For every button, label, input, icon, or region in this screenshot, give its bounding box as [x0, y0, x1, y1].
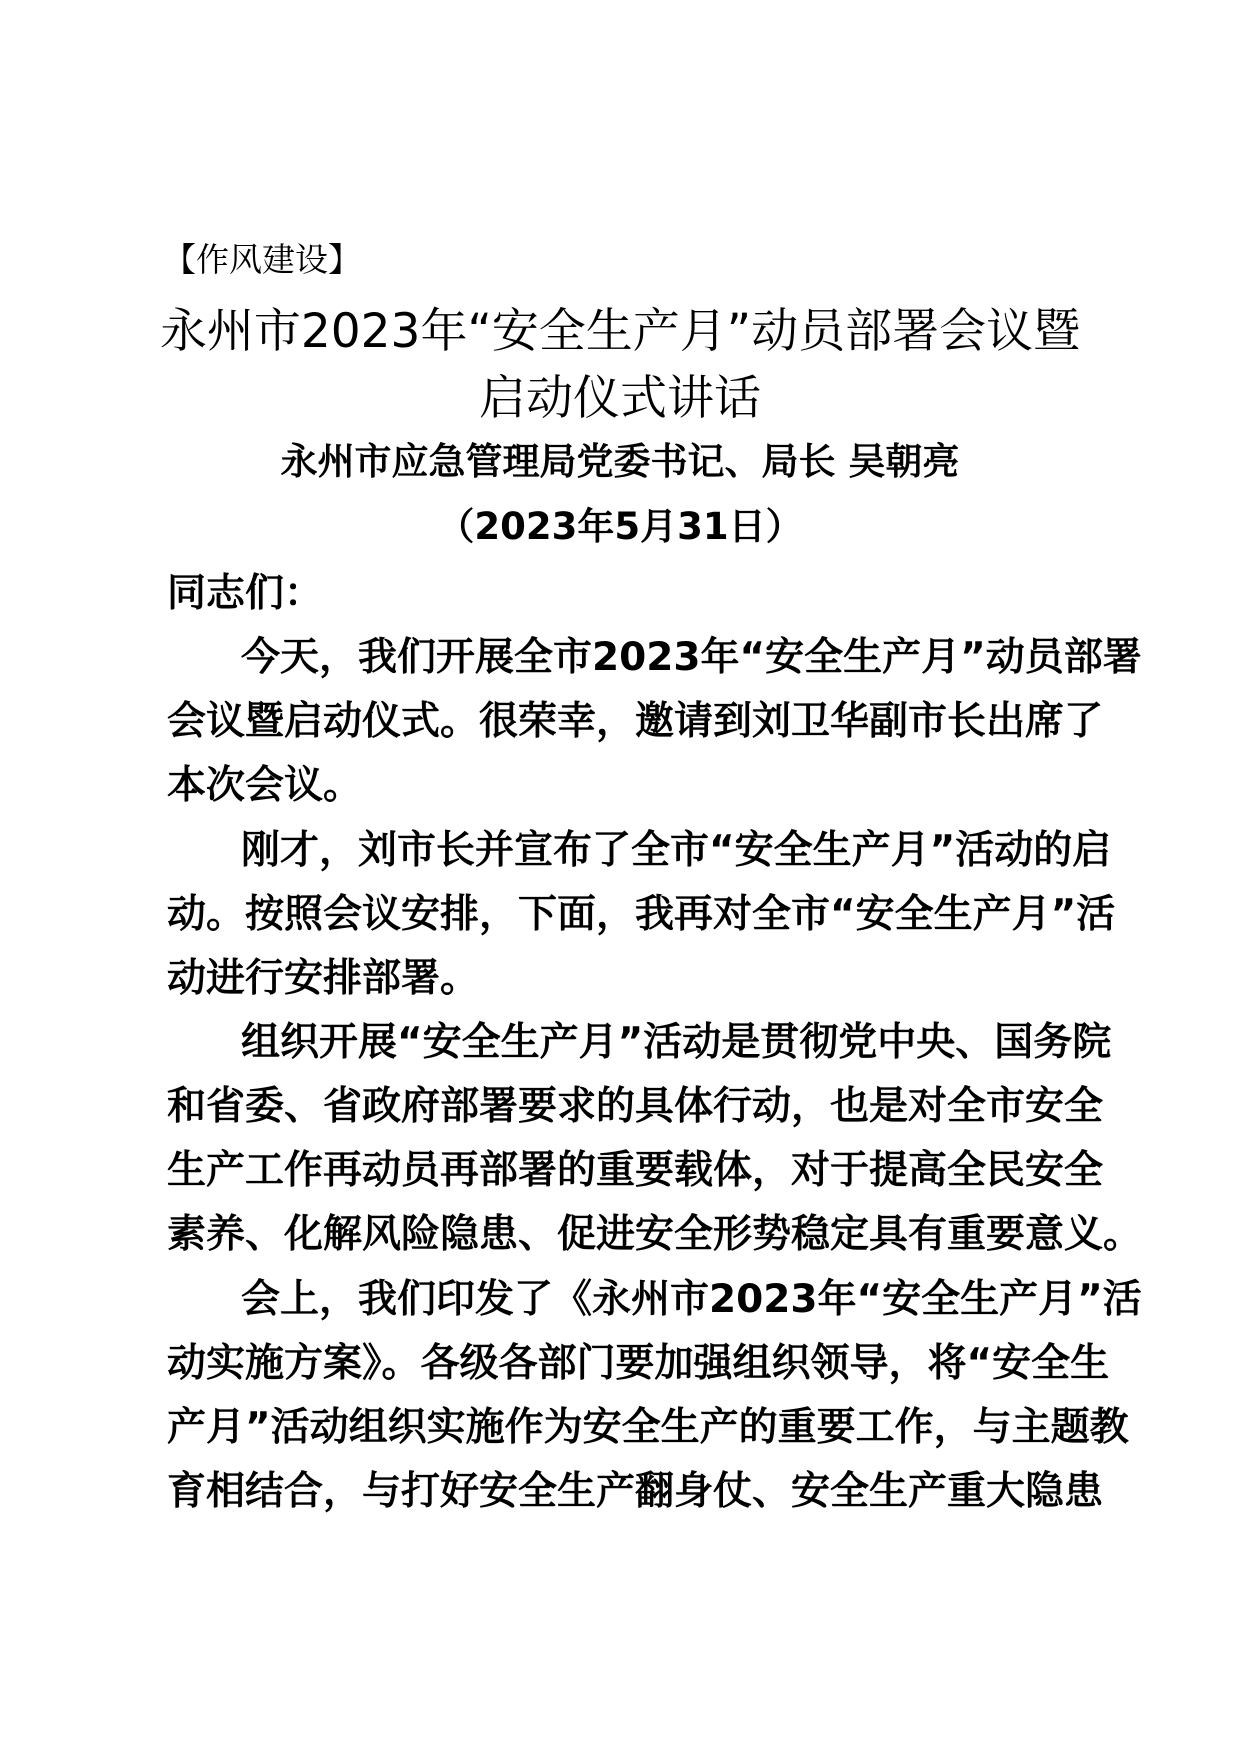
author-line: 永州市应急管理局党委书记、局长 吴朝亮 [280, 440, 960, 483]
paragraph-1-line-2: 会议暨启动仪式。很荣幸，邀请到刘卫华副市长出席了 [167, 699, 1104, 744]
speech-date: （2023年5月31日） [437, 505, 803, 548]
title-line-1: 永州市2023年“安全生产月”动员部署会议暨 [159, 304, 1081, 359]
paragraph-3-line-4: 素养、化解风险隐患、促进安全形势稳定具有重要意义。 [167, 1212, 1143, 1257]
paragraph-3-line-2: 和省委、省政府部署要求的具体行动，也是对全市安全 [167, 1084, 1104, 1129]
paragraph-4-line-3: 产月”活动组织实施作为安全生产的重要工作，与主题教 [167, 1405, 1129, 1450]
title-line-2: 启动仪式讲话 [479, 371, 761, 426]
paragraph-3-line-3: 生产工作再动员再部署的重要载体，对于提高全民安全 [167, 1148, 1104, 1193]
column-tag: 【作风建设】 [163, 240, 361, 279]
paragraph-4-line-2: 动实施方案》。各级各部门要加强组织领导，将“安全生 [167, 1341, 1110, 1386]
paragraph-3-line-1: 组织开展“安全生产月”活动是贯彻党中央、国务院 [241, 1020, 1112, 1065]
paragraph-1-line-3: 本次会议。 [167, 763, 363, 808]
paragraph-4-line-1: 会上，我们印发了《永州市2023年“安全生产月”活 [241, 1277, 1142, 1322]
paragraph-1-line-1: 今天，我们开展全市2023年“安全生产月”动员部署 [241, 635, 1142, 680]
paragraph-4-line-4: 育相结合，与打好安全生产翻身仗、安全生产重大隐患 [167, 1469, 1104, 1514]
paragraph-2-line-1: 刚才，刘市长并宣布了全市“安全生产月”活动的启 [241, 828, 1112, 873]
salutation: 同志们： [167, 571, 324, 616]
paragraph-2-line-2: 动。按照会议安排，下面，我再对全市“安全生产月”活 [167, 892, 1116, 937]
paragraph-2-line-3: 动进行安排部署。 [167, 956, 480, 1001]
